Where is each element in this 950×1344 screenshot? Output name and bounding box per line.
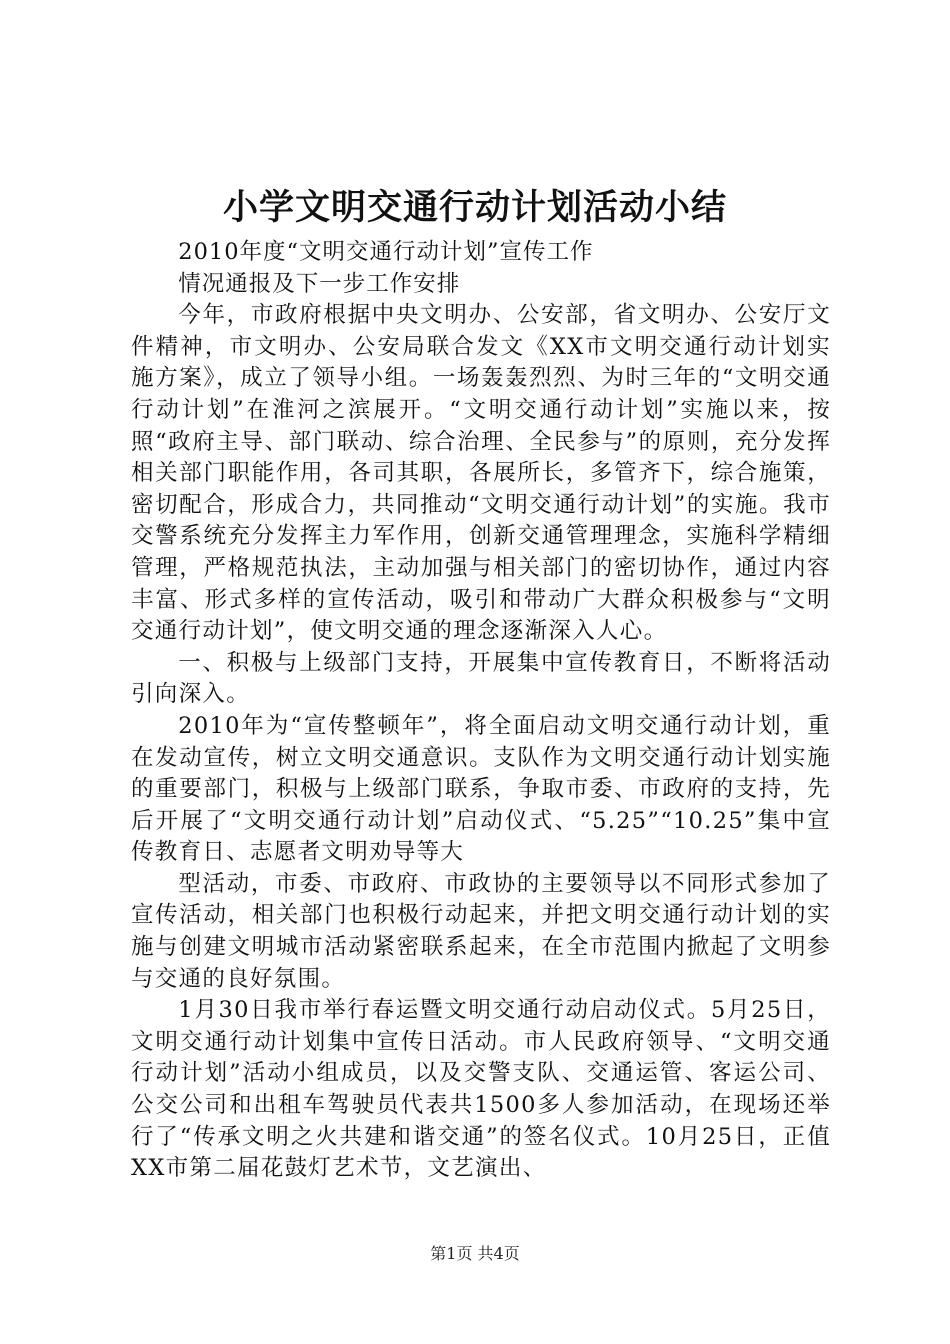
- document-body: [131, 237, 831, 1185]
- body-paragraph: 型活动，市委、市政府、市政协的主要领导以不同形式参加了宣传活动，相关部门也积极行动起来，并把文明交通行动计划的实施与创建文明城市活动紧密联系起来，在全市范围内掀起了文明参与交通的良好氛围。: [131, 870, 831, 992]
- body-paragraph: 今年，市政府根据中央文明办、公安部，省文明办、公安厅文件精神，市文明办、公安局联合发文《XX市文明交通行动计划实施方案》，成立了领导小组。一场轰轰烈烈、为时三年的“文明交通行动计划”在淮河之滨展开。“文明交通行动计划”实施以来，按照“政府主导、部门联动、综合治理、全民参与”的原则，充分发挥相关部门职能作用，各司其职，各展所长，多管齐下，综合施策，密切配合，形成合力，共同推动“文明交通行动计划”的实施。我市交警系统充分发挥主力军作用，创新交通管理理念，实施科学精细管理，严格规范执法，主动加强与相关部门的密切协作，通过内容丰富、形式多样的宣传活动，吸引和带动广大群众积极参与“文明交通行动计划”，使文明交通的理念逐渐深入人心。: [131, 302, 831, 645]
- subtitle-line-2: 情况通报及下一步工作安排: [178, 270, 461, 297]
- section-heading: 一、积极与上级部门支持，开展集中宣传教育日，不断将活动引向深入。: [131, 649, 831, 708]
- body-paragraph: 1月30日我市举行春运暨文明交通行动启动仪式。5月25日，文明交通行动计划集中宣传日活动。市人民政府领导、“文明交通行动计划”活动小组成员，以及交警支队、交通运管、客运公司、公交公司和出租车驾驶员代表共1500多人参加活动，在现场还举行了“传承文明之火共建和谐交通”的签名仪式。10月25日，正值XX市第二届花鼓灯艺术节，文艺演出、: [131, 997, 831, 1182]
- subtitle-line-1: 2010年度“文明交通行动计划”宣传工作: [178, 239, 594, 265]
- document-title: 小学文明交通行动计划活动小结: [222, 187, 727, 228]
- page-footer: 第1页 共4页: [430, 1244, 520, 1263]
- body-paragraph: 2010年为“宣传整顿年”，将全面启动文明交通行动计划，重在发动宣传，树立文明交通意识。支队作为文明交通行动计划实施的重要部门，积极与上级部门联系，争取市委、市政府的支持，先后开展了“文明交通行动计划”启动仪式、“5.25”“10.25”集中宣传教育日、志愿者文明劝导等大: [131, 712, 831, 866]
